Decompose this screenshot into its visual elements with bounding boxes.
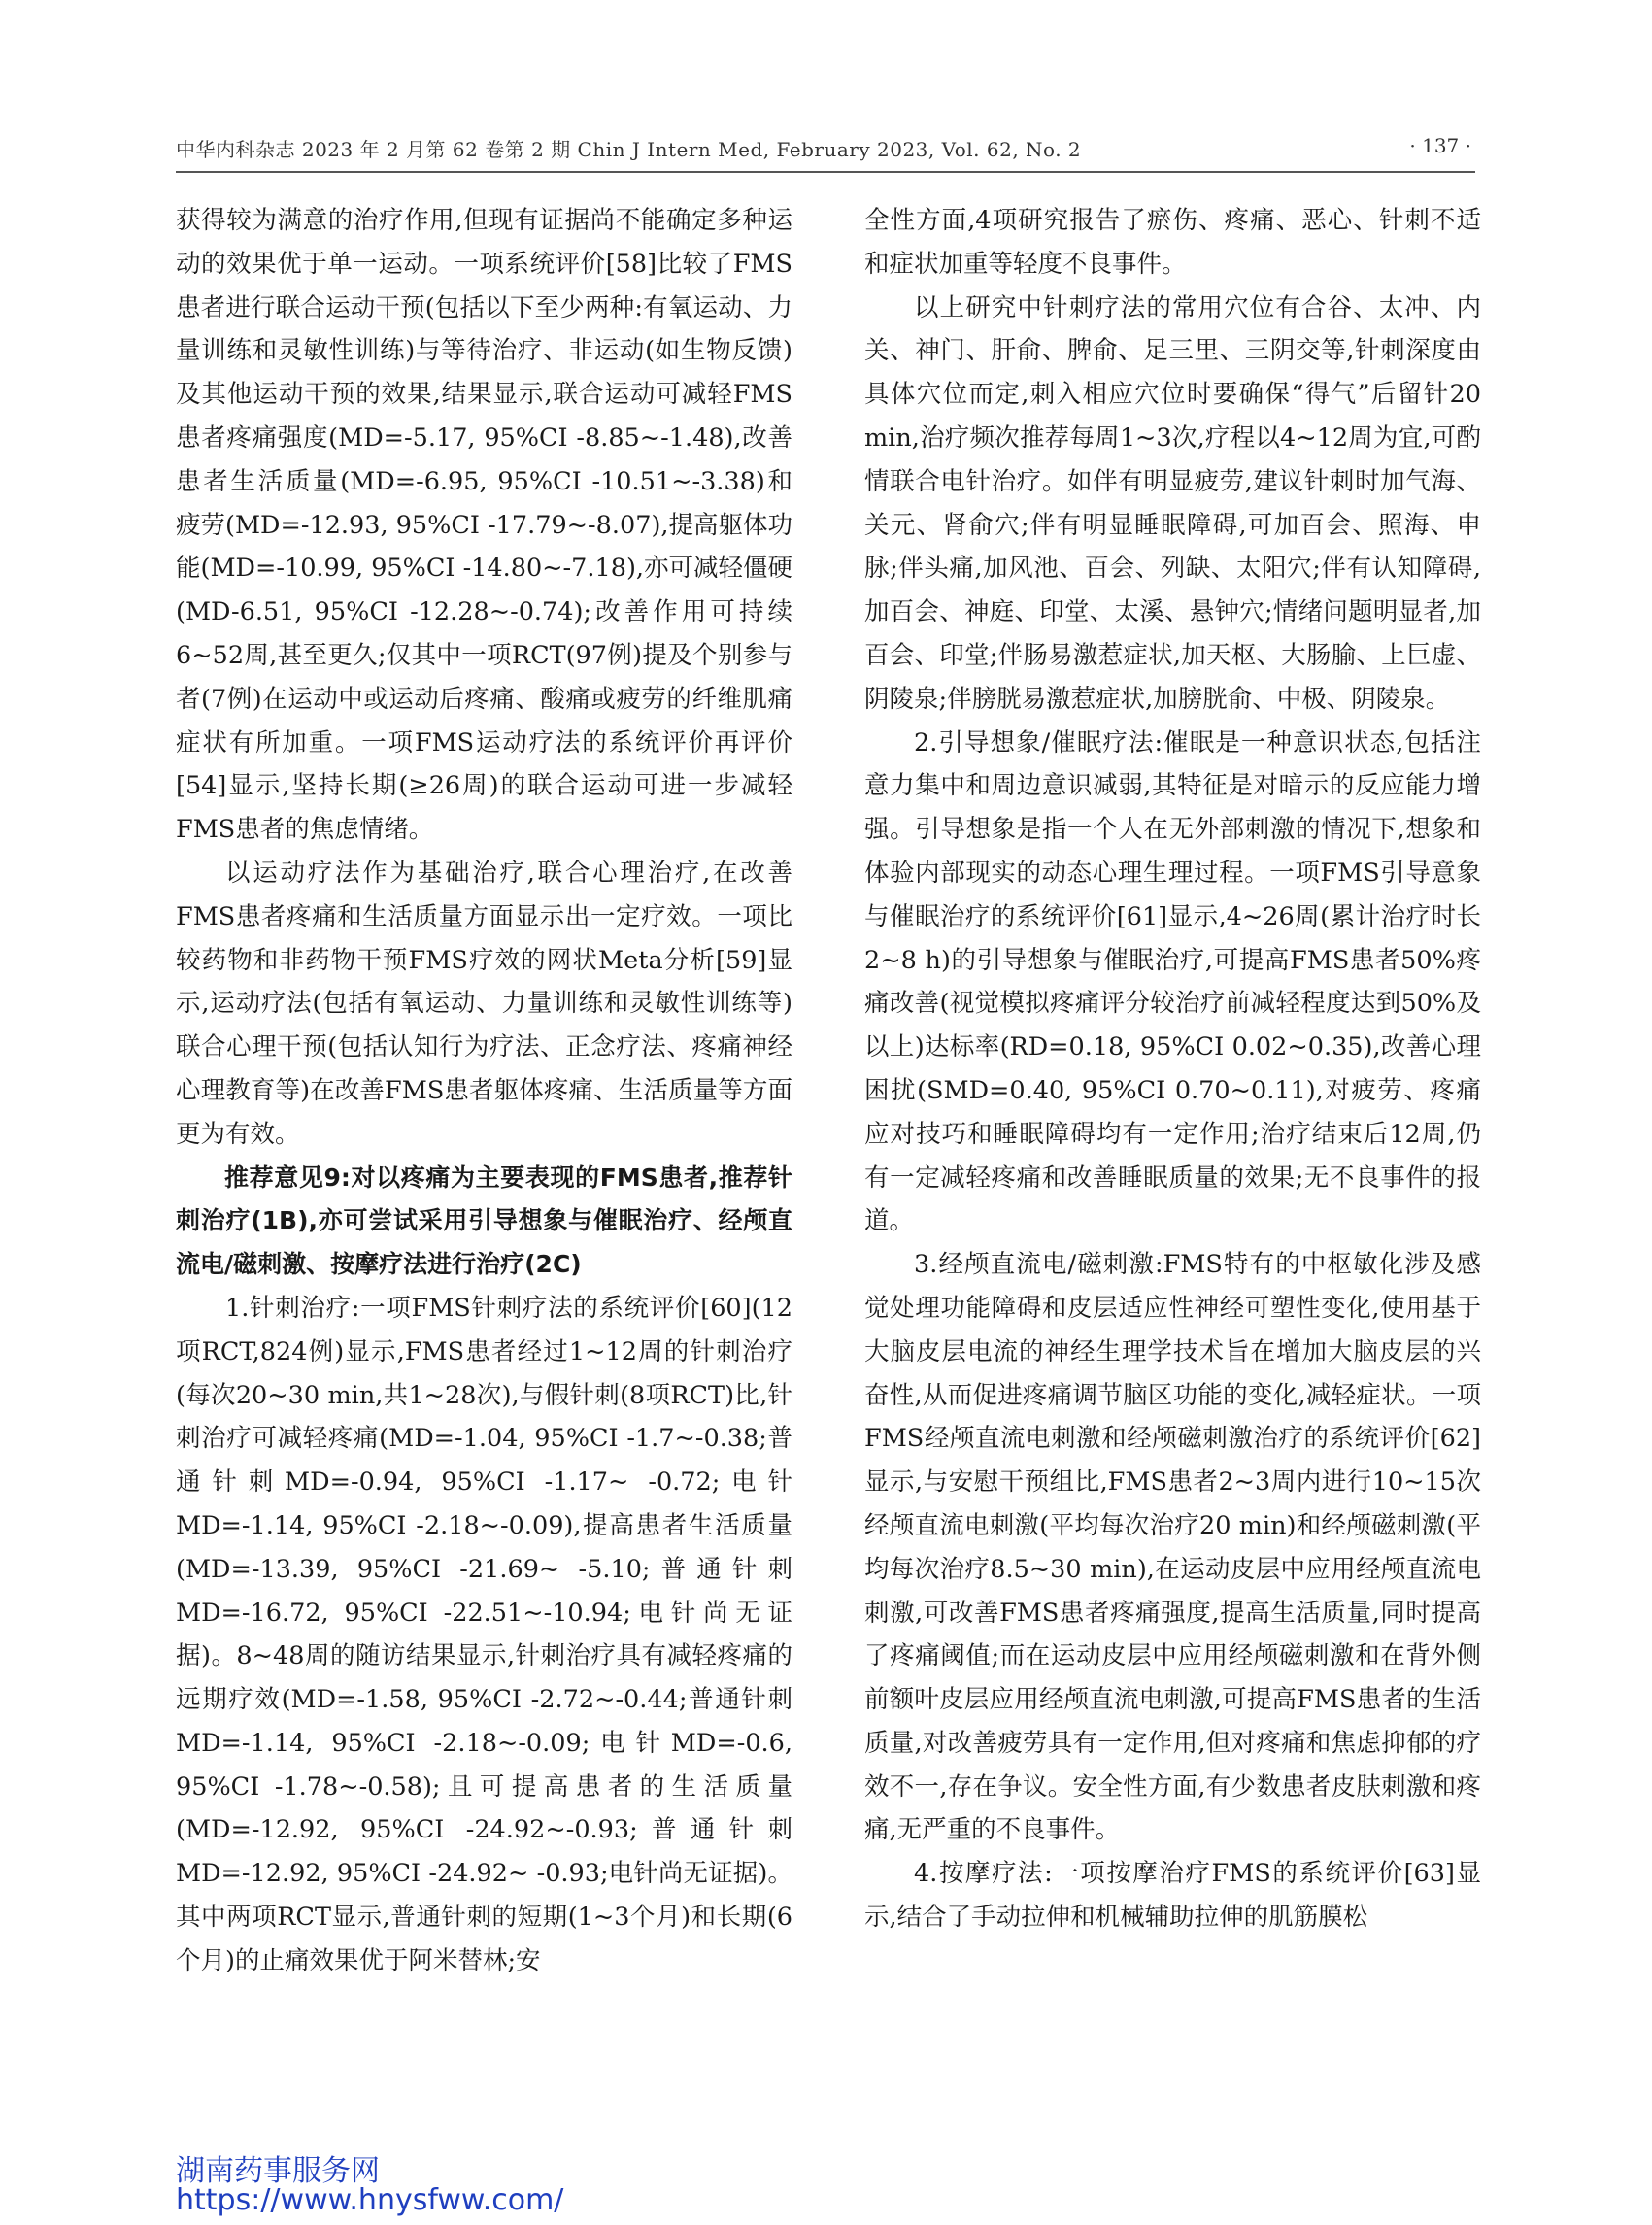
paragraph: 3.经颅直流电/磁刺激:FMS特有的中枢敏化涉及感觉处理功能障碍和皮层适应性神经可塑性变化,使用基于大脑皮层电流的神经生理学技术旨在增加大脑皮层的兴奋性,从而促进疼痛调节脑区功能的变化,减轻症状。一项FMS经颅直流电刺激和经颅磁刺激治疗的系统评价[62]显示,与安慰干预组比,FMS患者2~3周内进行10~15次经颅直流电刺激(平均每次治疗20 min)和经颅磁刺激(平均每次治疗8.5~30 min),在运动皮层中应用经颅直流电刺激,可改善FMS患者疼痛强度,提高生活质量,同时提高了疼痛阈值;而在运动皮层中应用经颅磁刺激和在背外侧前额叶皮层应用经颅直流电刺激,可提高FMS患者的生活质量,对改善疲劳具有一定作用,但对疼痛和焦虑抑郁的疗效不一,存在争议。安全性方面,有少数患者皮肤刺激和疼痛,无严重的不良事件。	[864, 1250, 1481, 1845]
paragraph: 以运动疗法作为基础治疗,联合心理治疗,在改善FMS患者疼痛和生活质量方面显示出一定疗效。一项比较药物和非药物干预FMS疗效的网状Meta分析[59]显示,运动疗法(包括有氧运动、力量训练和灵敏性训练等)联合心理干预(包括认知行为疗法、正念疗法、疼痛神经心理教育等)在改善FMS患者躯体疼痛、生活质量等方面更为有效。	[176, 858, 792, 1149]
paragraph: 1.针刺治疗:一项FMS针刺疗法的系统评价[60](12项RCT,824例)显示,FMS患者经过1~12周的针刺治疗(每次20~30 min,共1~28次),与假针刺(8项RCT)比,针刺治疗可减轻疼痛(MD=-1.04, 95%CI -1.7~-0.38;普通针刺MD=-0.94, 95%CI -1.17~ -0.72;电针 MD=-1.14, 95%CI -2.18~-0.09),提高患者生活质量(MD=-13.39, 95%CI -21.69~ -5.10;普通针刺MD=-16.72, 95%CI -22.51~-10.94;电针尚无证据)。8~48周的随访结果显示,针刺治疗具有减轻疼痛的远期疗效(MD=-1.58, 95%CI -2.72~-0.44;普通针刺MD=-1.14, 95%CI -2.18~-0.09;电针MD=-0.6, 95%CI -1.78~-0.58);且可提高患者的生活质量(MD=-12.92, 95%CI -24.92~-0.93;普通针刺MD=-12.92, 95%CI -24.92~ -0.93;电针尚无证据)。其中两项RCT显示,普通针刺的短期(1~3个月)和长期(6个月)的止痛效果优于阿米替林;安	[176, 1293, 792, 1975]
left-column	[176, 199, 792, 1983]
page-number: · 137 ·	[1409, 134, 1471, 157]
site-url-link[interactable]: https://www.hnysfww.com/	[176, 2183, 564, 2217]
paragraph: 4.按摩疗法:一项按摩治疗FMS的系统评价[63]显示,结合了手动拉伸和机械辅助拉伸的肌筋膜松	[864, 1859, 1481, 1933]
header-rule	[176, 171, 1475, 173]
right-column	[864, 199, 1481, 1939]
site-name: 湖南药事服务网	[176, 2154, 380, 2188]
running-header: 中华内科杂志 2023 年 2 月第 62 卷第 2 期 Chin J Intern Med, February 2023, Vol. 62, No. 2	[176, 138, 1082, 161]
paragraph: 2.引导想象/催眠疗法:催眠是一种意识状态,包括注意力集中和周边意识减弱,其特征是对暗示的反应能力增强。引导想象是指一个人在无外部刺激的情况下,想象和体验内部现实的动态心理生理过程。一项FMS引导意象与催眠治疗的系统评价[61]显示,4~26周(累计治疗时长2~8 h)的引导想象与催眠治疗,可提高FMS患者50%疼痛改善(视觉模拟疼痛评分较治疗前减轻程度达到50%及以上)达标率(RD=0.18, 95%CI 0.02~0.35),改善心理困扰(SMD=0.40, 95%CI 0.70~0.11),对疲劳、疼痛应对技巧和睡眠障碍均有一定作用;治疗结束后12周,仍有一定减轻疼痛和改善睡眠质量的效果;无不良事件的报道。	[864, 727, 1481, 1236]
paragraph: 全性方面,4项研究报告了瘀伤、疼痛、恶心、针刺不适和症状加重等轻度不良事件。	[864, 206, 1481, 279]
paragraph: 获得较为满意的治疗作用,但现有证据尚不能确定多种运动的效果优于单一运动。一项系统评价[58]比较了FMS患者进行联合运动干预(包括以下至少两种:有氧运动、力量训练和灵敏性训练)与等待治疗、非运动(如生物反馈)及其他运动干预的效果,结果显示,联合运动可减轻FMS患者疼痛强度(MD=-5.17, 95%CI -8.85~-1.48),改善患者生活质量(MD=-6.95, 95%CI -10.51~-3.38)和疲劳(MD=-12.93, 95%CI -17.79~-8.07),提高躯体功能(MD=-10.99, 95%CI -14.80~-7.18),亦可减轻僵硬(MD-6.51, 95%CI -12.28~-0.74);改善作用可持续6~52周,甚至更久;仅其中一项RCT(97例)提及个别参与者(7例)在运动中或运动后疼痛、酸痛或疲劳的纤维肌痛症状有所加重。一项FMS运动疗法的系统评价再评价[54]显示,坚持长期(≥26周)的联合运动可进一步减轻FMS患者的焦虑情绪。	[176, 206, 792, 845]
paragraph: 以上研究中针刺疗法的常用穴位有合谷、太冲、内关、神门、肝俞、脾俞、足三里、三阴交等,针刺深度由具体穴位而定,刺入相应穴位时要确保“得气”后留针20 min,治疗频次推荐每周1~3次,疗程以4~12周为宜,可酌情联合电针治疗。如伴有明显疲劳,建议针刺时加气海、关元、肾俞穴;伴有明显睡眠障碍,可加百会、照海、申脉;伴头痛,加风池、百会、列缺、太阳穴;伴有认知障碍,加百会、神庭、印堂、太溪、悬钟穴;情绪问题明显者,加百会、印堂;伴肠易激惹症状,加天枢、大肠腧、上巨虚、阴陵泉;伴膀胱易激惹症状,加膀胱俞、中极、阴陵泉。	[864, 292, 1481, 714]
recommendation-heading: 推荐意见9:对以疼痛为主要表现的FMS患者,推荐针刺治疗(1B),亦可尝试采用引导想象与催眠治疗、经颅直流电/磁刺激、按摩疗法进行治疗(2C)	[176, 1163, 792, 1279]
